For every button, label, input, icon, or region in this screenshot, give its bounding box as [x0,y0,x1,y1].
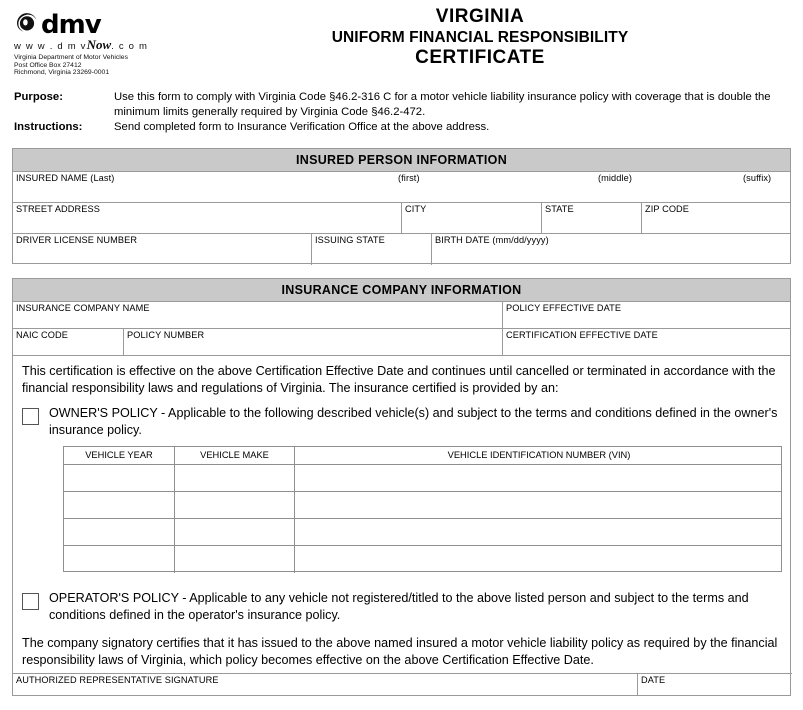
insured-last-name-field[interactable] [13,172,792,202]
vehicle-make-header: VEHICLE MAKE [174,447,294,464]
instructions-label: Instructions: [14,121,83,133]
naic-code-field[interactable] [13,329,123,355]
signatory-paragraph: The company signatory certifies that it has issued to the above named insured a motor vehicle liability policy as required by the financial responsibility laws of Virginia, which policy becomes effective on the above Certification Effective Date. [22,636,778,667]
policy-number-label: POLICY NUMBER [127,330,205,340]
title-line-certificate: CERTIFICATE [415,47,545,68]
zip-code-label: ZIP CODE [645,204,690,214]
instructions-row [14,120,789,135]
operators-policy-label: OPERATOR'S POLICY [49,591,179,605]
vehicle-table-row[interactable] [64,465,781,492]
birth-date-label: BIRTH DATE (mm/dd/yyyy) [435,235,549,245]
vehicle-make-cell[interactable] [174,519,294,545]
vehicle-year-cell[interactable] [64,492,174,518]
purpose-label: Purpose: [14,91,63,103]
insurance-company-name-field[interactable] [13,302,502,328]
insured-license-row[interactable] [13,234,790,265]
url-suffix: . c o m [111,41,149,52]
state-label: STATE [545,204,574,214]
issuing-state-field[interactable] [311,234,431,265]
purpose-row [14,90,789,119]
insured-address-row[interactable] [13,203,790,234]
owners-policy-checkbox[interactable] [22,408,39,425]
authorized-signature-field[interactable] [13,674,637,696]
operators-policy-checkbox[interactable] [22,593,39,610]
street-address-label: STREET ADDRESS [16,204,100,214]
owners-policy-text [49,405,784,439]
certification-effective-date-field[interactable] [502,329,792,355]
address-line-1: Virginia Department of Motor Vehicles [14,54,128,61]
policy-effective-date-field[interactable] [502,302,792,328]
zip-code-field[interactable] [641,203,792,233]
vehicle-make-cell[interactable] [174,546,294,573]
authorized-signature-label: AUTHORIZED REPRESENTATIVE SIGNATURE [16,675,219,685]
vehicle-make-cell[interactable] [174,465,294,491]
vehicle-year-cell[interactable] [64,546,174,573]
driver-license-number-label: DRIVER LICENSE NUMBER [16,235,138,245]
operators-policy-text [49,590,784,624]
operators-policy-description: - Applicable to any vehicle not registered/titled to the above listed person and subject to the terms and conditions defined in the operator's insurance policy. [49,591,749,622]
street-address-field[interactable] [13,203,401,233]
birth-date-field[interactable] [431,234,792,265]
insured-person-section [12,148,791,264]
insured-suffix-label: (suffix) [743,173,772,183]
signature-row[interactable] [13,673,792,696]
insured-middle-name-label: (middle) [598,173,632,183]
insured-last-name-label: INSURED NAME (Last) [16,173,115,183]
insurance-company-heading: INSURANCE COMPANY INFORMATION [13,279,790,302]
certification-paragraph: This certification is effective on the above Certification Effective Date and continues until cancelled or terminated in accordance with the financial responsibility laws and regulations of Virginia. The insurance certified is provided by an: [22,364,776,395]
city-field[interactable] [401,203,541,233]
vehicle-table-row[interactable] [64,546,781,573]
vehicle-year-header: VEHICLE YEAR [85,450,153,460]
url-prefix: w w w . d m v [14,41,87,52]
vehicle-vin-cell[interactable] [294,546,783,573]
driver-license-number-field[interactable] [13,234,311,265]
vehicle-vin-cell[interactable] [294,465,783,491]
vehicle-vin-cell[interactable] [294,492,783,518]
insurance-company-section [12,278,791,696]
insured-person-heading: INSURED PERSON INFORMATION [13,149,790,172]
city-label: CITY [405,204,427,214]
issuing-state-label: ISSUING STATE [315,235,385,245]
vehicle-table [63,446,782,572]
state-field[interactable] [541,203,641,233]
naic-code-label: NAIC CODE [16,330,68,340]
vehicle-year-cell[interactable] [64,519,174,545]
vehicle-table-header-row [64,447,781,465]
insurance-company-name-label: INSURANCE COMPANY NAME [16,303,150,313]
purpose-text: Use this form to comply with Virginia Code §46.2-316 C for a motor vehicle liability insurance policy with coverage that is double the minimum limits generally required by Virginia Code §46.2-472. [114,91,771,118]
dmv-swoosh-icon [14,10,40,36]
vehicle-table-row[interactable] [64,492,781,519]
vehicle-year-cell[interactable] [64,465,174,491]
certification-effective-date-label: CERTIFICATION EFFECTIVE DATE [506,330,658,340]
insured-first-name-label: (first) [398,173,420,183]
signature-date-field[interactable] [637,674,792,696]
signature-date-label: DATE [641,675,666,685]
owners-policy-label: OWNER'S POLICY [49,406,158,420]
instructions-text: Send completed form to Insurance Verification Office at the above address. [114,121,490,133]
form-title [180,6,780,69]
insured-name-row[interactable] [13,172,790,203]
owners-policy-description: - Applicable to the following described vehicle(s) and subject to the terms and conditions defined in the owner's insurance policy. [49,406,778,437]
url-now: Now [86,37,112,52]
policy-effective-date-label: POLICY EFFECTIVE DATE [506,303,622,313]
vehicle-table-row[interactable] [64,519,781,546]
company-name-row[interactable] [13,302,790,329]
policy-number-row[interactable] [13,329,790,356]
address-line-3: Richmond, Virginia 23269-0001 [14,69,110,77]
address-line-2: Post Office Box 27412 [14,61,82,69]
title-line-state: VIRGINIA [435,6,525,27]
title-line-subject: UNIFORM FINANCIAL RESPONSIBILITY [331,29,629,46]
purpose-instructions-block [14,90,789,135]
vehicle-vin-header: VEHICLE IDENTIFICATION NUMBER (VIN) [294,447,783,464]
vehicle-vin-cell[interactable] [294,519,783,545]
vehicle-make-cell[interactable] [174,492,294,518]
dmv-wordmark: dmv [41,10,101,40]
policy-number-field[interactable] [123,329,502,355]
